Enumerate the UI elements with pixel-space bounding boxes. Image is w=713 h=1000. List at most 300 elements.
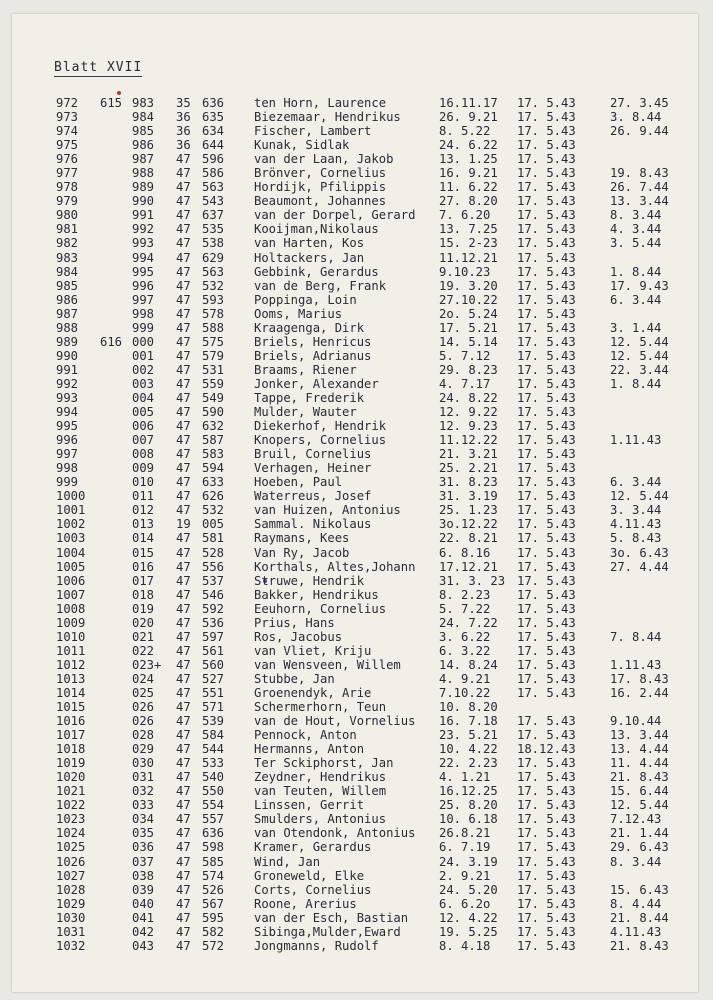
unit-code: 559 [202, 376, 225, 391]
exit-date: 27. 3.45 [610, 96, 669, 110]
group-code: 47 [176, 152, 191, 167]
group-code: 47 [176, 700, 191, 715]
unit-code: 556 [202, 559, 225, 574]
group-code: 47 [176, 924, 191, 939]
serial-number: 005 [132, 405, 155, 420]
entry-date: 17. 5.43 [517, 798, 576, 813]
group-code: 47 [176, 194, 191, 209]
unit-code: 586 [202, 166, 225, 181]
unit-code: 578 [202, 306, 225, 321]
person-name: van de Hout, Vornelius [254, 714, 416, 729]
serial-number: 011 [132, 489, 155, 504]
serial-number: 990 [132, 194, 155, 209]
table-row [12, 546, 698, 560]
group-code: 47 [176, 489, 191, 504]
serial-number: 014 [132, 531, 155, 546]
person-name: Ros, Jacobus [254, 629, 343, 644]
birth-date: 25. 1.23 [439, 503, 498, 518]
serial-number: 035 [132, 826, 155, 841]
serial-number: 037 [132, 854, 155, 869]
row-number: 1004 [56, 545, 86, 560]
unit-code: 563 [202, 180, 225, 195]
serial-number: 986 [132, 138, 155, 153]
row-number: 1012 [56, 657, 86, 672]
unit-code: 636 [202, 826, 225, 841]
table-row [12, 391, 698, 405]
row-number: 1024 [56, 826, 86, 841]
serial-number: 033 [132, 798, 155, 813]
row-number: 1019 [56, 756, 86, 771]
group-code: 47 [176, 896, 191, 911]
unit-code: 575 [202, 334, 225, 349]
group-code: 47 [176, 910, 191, 925]
table-row [12, 251, 698, 265]
serial-number: 023+ [132, 657, 162, 672]
unit-code: 584 [202, 728, 225, 743]
person-name: Roone, Arerius [254, 896, 357, 911]
group-code: 47 [176, 503, 191, 518]
birth-date: 16. 7.18 [439, 714, 498, 729]
row-number: 1002 [56, 517, 86, 532]
unit-code: 531 [202, 362, 225, 377]
birth-date: 25. 8.20 [439, 798, 498, 813]
table-row [12, 560, 698, 574]
serial-number: 016 [132, 559, 155, 574]
row-number: 1031 [56, 924, 86, 939]
exit-date: 21. 8.43 [610, 938, 669, 953]
serial-number: 991 [132, 208, 155, 223]
row-number: 984 [56, 264, 79, 279]
person-name: Kraagenga, Dirk [254, 320, 365, 335]
person-name: van Otendonk, Antonius [254, 826, 416, 841]
table-row [12, 110, 698, 124]
table-row [12, 377, 698, 391]
entry-date: 17. 5.43 [517, 194, 576, 209]
birth-date: 4. 9.21 [439, 671, 491, 686]
unit-code: 596 [202, 152, 225, 167]
group-code: 47 [176, 798, 191, 813]
serial-number: 006 [132, 419, 155, 434]
person-name: Schermerhorn, Teun [254, 700, 387, 715]
entry-date: 17. 5.43 [517, 278, 576, 293]
entry-date: 17. 5.43 [517, 222, 576, 237]
serial-number: 000 [132, 334, 155, 349]
person-name: Struwe, Hendrik [254, 573, 365, 588]
group-code: 47 [176, 854, 191, 869]
birth-date: 10. 6.18 [439, 812, 498, 827]
birth-date: 16.11.17 [439, 96, 498, 110]
row-number: 1021 [56, 784, 86, 799]
exit-date: 12. 5.44 [610, 798, 669, 813]
birth-date: 24. 8.22 [439, 390, 498, 405]
serial-number: 036 [132, 840, 155, 855]
exit-date: 13. 4.44 [610, 742, 669, 757]
table-row [12, 602, 698, 616]
entry-date: 17. 5.43 [517, 517, 576, 532]
row-number: 1030 [56, 910, 86, 925]
entry-date: 17. 5.43 [517, 615, 576, 630]
group-code: 47 [176, 573, 191, 588]
entry-date: 17. 5.43 [517, 629, 576, 644]
serial-number: 002 [132, 362, 155, 377]
entry-date: 17. 5.43 [517, 882, 576, 897]
table-row [12, 307, 698, 321]
person-name: Zeydner, Hendrikus [254, 770, 387, 785]
birth-date: 24. 7.22 [439, 615, 498, 630]
serial-number: 004 [132, 390, 155, 405]
entry-date: 17. 5.43 [517, 643, 576, 658]
group-code: 47 [176, 629, 191, 644]
unit-code: 632 [202, 419, 225, 434]
serial-number: 985 [132, 124, 155, 139]
row-number: 1029 [56, 896, 86, 911]
group-code: 47 [176, 545, 191, 560]
row-number: 974 [56, 124, 79, 139]
table-row [12, 784, 698, 798]
unit-code: 574 [202, 868, 225, 883]
unit-code: 637 [202, 208, 225, 223]
unit-code: 588 [202, 320, 225, 335]
birth-date: 2o. 5.24 [439, 306, 498, 321]
birth-date: 2. 9.21 [439, 868, 491, 883]
table-row [12, 742, 698, 756]
unit-code: 598 [202, 840, 225, 855]
row-number: 986 [56, 292, 79, 307]
row-number: 999 [56, 475, 79, 490]
group-code: 36 [176, 110, 191, 125]
exit-date: 1.11.43 [610, 433, 662, 448]
entry-date: 17. 5.43 [517, 868, 576, 883]
table-row [12, 96, 698, 110]
person-name: Holtackers, Jan [254, 250, 365, 265]
person-name: Kramer, Gerardus [254, 840, 372, 855]
entry-date: 17. 5.43 [517, 685, 576, 700]
row-number: 988 [56, 320, 79, 335]
entry-date: 17. 5.43 [517, 573, 576, 588]
serial-number: 984 [132, 110, 155, 125]
person-name: Pennock, Anton [254, 728, 357, 743]
entry-date: 17. 5.43 [517, 896, 576, 911]
person-name: Waterreus, Josef [254, 489, 372, 504]
block-number: 616 [100, 334, 123, 349]
row-number: 1026 [56, 854, 86, 869]
exit-date: 21. 8.43 [610, 770, 669, 785]
exit-date: 3o. 6.43 [610, 545, 669, 560]
serial-number: 010 [132, 475, 155, 490]
row-number: 1018 [56, 742, 86, 757]
unit-code: 567 [202, 896, 225, 911]
table-row [12, 489, 698, 503]
entry-date: 17. 5.43 [517, 405, 576, 420]
unit-code: 528 [202, 545, 225, 560]
exit-date: 6. 3.44 [610, 292, 662, 307]
birth-date: 11. 6.22 [439, 180, 498, 195]
person-name: Brönver, Cornelius [254, 166, 387, 181]
birth-date: 21. 3.21 [439, 447, 498, 462]
serial-number: 019 [132, 601, 155, 616]
serial-number: 992 [132, 222, 155, 237]
entry-date: 17. 5.43 [517, 152, 576, 167]
table-row [12, 517, 698, 531]
group-code: 47 [176, 348, 191, 363]
row-number: 983 [56, 250, 79, 265]
table-row [12, 531, 698, 545]
person-name: Beaumont, Johannes [254, 194, 387, 209]
table-row [12, 447, 698, 461]
entry-date: 17. 5.43 [517, 826, 576, 841]
exit-date: 4.11.43 [610, 517, 662, 532]
serial-number: 003 [132, 376, 155, 391]
row-number: 1003 [56, 531, 86, 546]
serial-number: 038 [132, 868, 155, 883]
birth-date: 24. 3.19 [439, 854, 498, 869]
exit-date: 26. 7.44 [610, 180, 669, 195]
exit-date: 15. 6.43 [610, 882, 669, 897]
unit-code: 594 [202, 461, 225, 476]
group-code: 47 [176, 264, 191, 279]
unit-code: 540 [202, 770, 225, 785]
birth-date: 13. 7.25 [439, 222, 498, 237]
row-number: 973 [56, 110, 79, 125]
serial-number: 013 [132, 517, 155, 532]
group-code: 47 [176, 714, 191, 729]
exit-date: 15. 6.44 [610, 784, 669, 799]
exit-date: 22. 3.44 [610, 362, 669, 377]
unit-code: 563 [202, 264, 225, 279]
unit-code: 579 [202, 348, 225, 363]
person-name: Prius, Hans [254, 615, 335, 630]
birth-date: 6. 8.16 [439, 545, 491, 560]
serial-number: 032 [132, 784, 155, 799]
serial-number: 001 [132, 348, 155, 363]
row-number: 1014 [56, 685, 86, 700]
birth-date: 12. 4.22 [439, 910, 498, 925]
person-name: ten Horn, Laurence [254, 96, 387, 110]
birth-date: 19. 3.20 [439, 278, 498, 293]
table-row [12, 672, 698, 686]
birth-date: 16.12.25 [439, 784, 498, 799]
serial-number: 039 [132, 882, 155, 897]
group-code: 47 [176, 208, 191, 223]
group-code: 47 [176, 882, 191, 897]
row-number: 1028 [56, 882, 86, 897]
birth-date: 17. 5.21 [439, 320, 498, 335]
entry-date: 17. 5.43 [517, 714, 576, 729]
birth-date: 8. 5.22 [439, 124, 491, 139]
row-number: 1006 [56, 573, 86, 588]
row-number: 1005 [56, 559, 86, 574]
unit-code: 533 [202, 756, 225, 771]
person-name: Kooijman,Nikolaus [254, 222, 379, 237]
exit-date: 12. 5.44 [610, 489, 669, 504]
serial-number: 993 [132, 236, 155, 251]
table-row [12, 798, 698, 812]
unit-code: 549 [202, 390, 225, 405]
group-code: 47 [176, 784, 191, 799]
exit-date: 12. 5.44 [610, 334, 669, 349]
entry-date: 17. 5.43 [517, 334, 576, 349]
entry-date: 17. 5.43 [517, 166, 576, 181]
birth-date: 7.10.22 [439, 685, 491, 700]
group-code: 47 [176, 334, 191, 349]
table-row [12, 461, 698, 475]
unit-code: 635 [202, 110, 225, 125]
exit-date: 8. 3.44 [610, 208, 662, 223]
entry-date: 17. 5.43 [517, 124, 576, 139]
entry-date: 17. 5.43 [517, 208, 576, 223]
table-row [12, 770, 698, 784]
person-name: Smulders, Antonius [254, 812, 387, 827]
unit-code: 585 [202, 854, 225, 869]
entry-date: 17. 5.43 [517, 728, 576, 743]
birth-date: 7. 6.20 [439, 208, 491, 223]
unit-code: 538 [202, 236, 225, 251]
birth-date: 8. 2.23 [439, 587, 491, 602]
exit-date: 8. 3.44 [610, 854, 662, 869]
row-number: 1025 [56, 840, 86, 855]
person-name: van Wensveen, Willem [254, 657, 401, 672]
group-code: 47 [176, 657, 191, 672]
table-row [12, 433, 698, 447]
birth-date: 31. 3. 23 [439, 573, 506, 588]
row-number: 976 [56, 152, 79, 167]
entry-date: 17. 5.43 [517, 489, 576, 504]
row-number: 977 [56, 166, 79, 181]
row-number: 1023 [56, 812, 86, 827]
person-name: Hordijk, Pfilippis [254, 180, 387, 195]
group-code: 47 [176, 531, 191, 546]
table-row [12, 124, 698, 138]
table-row [12, 194, 698, 208]
exit-date: 17. 9.43 [610, 278, 669, 293]
serial-number: 008 [132, 447, 155, 462]
row-number: 978 [56, 180, 79, 195]
person-name: Groneweld, Elke [254, 868, 365, 883]
table-row [12, 911, 698, 925]
birth-date: 31. 3.19 [439, 489, 498, 504]
entry-date: 17. 5.43 [517, 236, 576, 251]
unit-code: 546 [202, 587, 225, 602]
birth-date: 17.12.21 [439, 559, 498, 574]
table-row [12, 630, 698, 644]
serial-number: 987 [132, 152, 155, 167]
entry-date: 17. 5.43 [517, 475, 576, 490]
serial-number: 996 [132, 278, 155, 293]
table-row [12, 826, 698, 840]
birth-date: 31. 8.23 [439, 475, 498, 490]
serial-number: 028 [132, 728, 155, 743]
birth-date: 24. 6.22 [439, 138, 498, 153]
table-row [12, 293, 698, 307]
entry-date: 17. 5.43 [517, 840, 576, 855]
birth-date: 27.10.22 [439, 292, 498, 307]
person-name: van Vliet, Kriju [254, 643, 372, 658]
person-name: van der Dorpel, Gerard [254, 208, 416, 223]
serial-number: 029 [132, 742, 155, 757]
row-number: 1000 [56, 489, 86, 504]
unit-code: 581 [202, 531, 225, 546]
group-code: 47 [176, 278, 191, 293]
birth-date: 8. 4.18 [439, 938, 491, 953]
exit-date: 19. 8.43 [610, 166, 669, 181]
entry-date: 17. 5.43 [517, 545, 576, 560]
row-number: 1001 [56, 503, 86, 518]
serial-number: 041 [132, 910, 155, 925]
entry-date: 17. 5.43 [517, 362, 576, 377]
table-row [12, 363, 698, 377]
birth-date: 11.12.22 [439, 433, 498, 448]
person-name: van de Berg, Frank [254, 278, 387, 293]
unit-code: 572 [202, 938, 225, 953]
serial-number: 988 [132, 166, 155, 181]
birth-date: 22. 8.21 [439, 531, 498, 546]
serial-number: 042 [132, 924, 155, 939]
row-number: 985 [56, 278, 79, 293]
person-name: Sammal. Nikolaus [254, 517, 372, 532]
unit-code: 005 [202, 517, 225, 532]
unit-code: 543 [202, 194, 225, 209]
unit-code: 583 [202, 447, 225, 462]
unit-code: 537 [202, 573, 225, 588]
exit-date: 3. 1.44 [610, 320, 662, 335]
row-number: 1022 [56, 798, 86, 813]
table-row [12, 349, 698, 363]
entry-date: 17. 5.43 [517, 110, 576, 125]
group-code: 47 [176, 643, 191, 658]
table-row [12, 686, 698, 700]
exit-date: 4.11.43 [610, 924, 662, 939]
group-code: 47 [176, 236, 191, 251]
table-row [12, 939, 698, 953]
birth-date: 3. 6.22 [439, 629, 491, 644]
entry-date: 17. 5.43 [517, 587, 576, 602]
person-name: van der Esch, Bastian [254, 910, 409, 925]
group-code: 47 [176, 938, 191, 953]
birth-date: 22. 2.23 [439, 756, 498, 771]
birth-date: 10. 8.20 [439, 700, 498, 715]
serial-number: 021 [132, 629, 155, 644]
unit-code: 626 [202, 489, 225, 504]
birth-date: 4. 7.17 [439, 376, 491, 391]
row-number: 991 [56, 362, 79, 377]
table-row [12, 714, 698, 728]
group-code: 47 [176, 742, 191, 757]
table-row [12, 883, 698, 897]
birth-date: 5. 7.22 [439, 601, 491, 616]
person-name: Bruil, Cornelius [254, 447, 372, 462]
unit-code: 593 [202, 292, 225, 307]
table-row [12, 279, 698, 293]
red-ink-mark [117, 91, 121, 95]
group-code: 47 [176, 306, 191, 321]
group-code: 47 [176, 390, 191, 405]
row-number: 1016 [56, 714, 86, 729]
person-name: Knopers, Cornelius [254, 433, 387, 448]
table-row [12, 152, 698, 166]
serial-number: 997 [132, 292, 155, 307]
person-name: van der Laan, Jakob [254, 152, 394, 167]
row-number: 1020 [56, 770, 86, 785]
row-number: 1027 [56, 868, 86, 883]
table-row [12, 335, 698, 349]
table-row [12, 222, 698, 236]
person-name: van Huizen, Antonius [254, 503, 401, 518]
person-name: Poppinga, Loin [254, 292, 357, 307]
person-name: Raymans, Kees [254, 531, 350, 546]
document-page [12, 14, 698, 992]
birth-date: 15. 2-23 [439, 236, 498, 251]
group-code: 47 [176, 671, 191, 686]
